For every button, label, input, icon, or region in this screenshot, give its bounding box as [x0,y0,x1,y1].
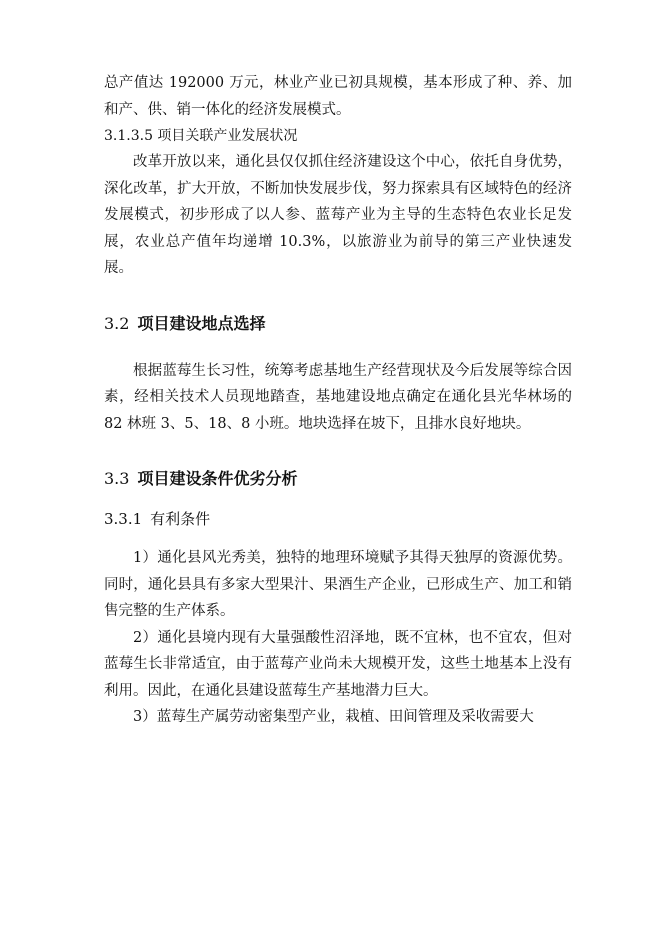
paragraph-site-selection: 根据蓝莓生长习性，统筹考虑基地生产经营现状及今后发展等综合因素，经相关技术人员现地踏查，基地建设地点确定在通化县光华林场的 82 林班 3、5、18、8 小班。地块选择在坡下，且排水良好地块。 [104,362,572,432]
subsection-number: 3.3.1 [104,510,143,528]
section-title: 项目建设地点选择 [137,313,266,333]
paragraph-continuation: 总产值达 192000 万元，林业产业已初具规模，基本形成了种、养、加和产、供、销一体化的经济发展模式。 [104,75,572,118]
section-number: 3.3 [104,469,130,488]
section-title: 项目建设条件优劣分析 [137,469,298,488]
subsection-heading-3-1-3-5: 3.1.3.5 项目关联产业发展状况 [104,128,298,144]
document-body [104,70,572,731]
paragraph-advantage-2: 2）通化县境内现有大量强酸性沼泽地，既不宜林，也不宜农，但对蓝莓生长非常适宜，由于蓝莓产业尚未大规模开发，这些土地基本上没有利用。因此，在通化县建设蓝莓生产基地潜力巨大。 [104,629,572,699]
paragraph-related-industry: 改革开放以来，通化县仅仅抓住经济建设这个中心，依托自身优势，深化改革，扩大开放，不断加快发展步伐，努力探索具有区域特色的经济发展模式，初步形成了以人参、蓝莓产业为主导的生态特色农业长足发展，农业总产值年均递增 10.3%，以旅游业为前导的第三产业快速发展。 [104,154,572,276]
subsection-title: 有利条件 [150,510,211,528]
section-number: 3.2 [104,313,130,333]
section-heading-3-2 [104,312,572,336]
paragraph-advantage-3: 3）蓝莓生产属劳动密集型产业，栽植、田间管理及采收需要大 [133,709,534,725]
section-heading-3-3 [104,467,572,491]
subsection-heading-3-3-1 [104,507,572,531]
paragraph-advantage-1: 1）通化县风光秀美，独特的地理环境赋予其得天独厚的资源优势。同时，通化县具有多家大型果汁、果酒生产企业，已形成生产、加工和销售完整的生产体系。 [104,550,572,619]
